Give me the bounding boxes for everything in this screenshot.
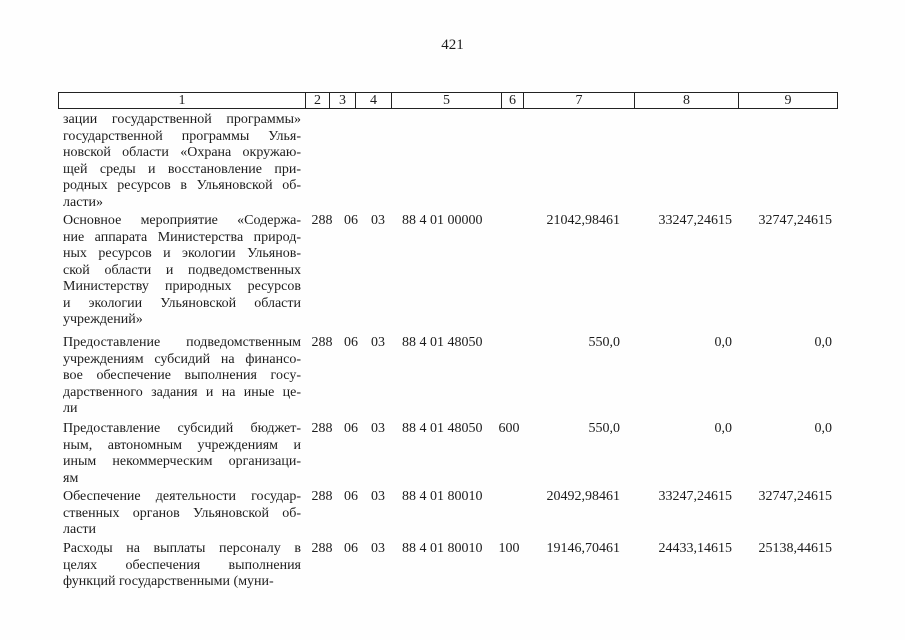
description-line: ственных органов Ульяновской об- [63, 505, 301, 521]
cell-col-2: 288 [311, 489, 333, 504]
page-number: 421 [441, 37, 464, 53]
cell-col-4: 03 [371, 541, 385, 556]
cell-col-6: 600 [498, 421, 520, 436]
header-col-3: 3 [329, 93, 355, 108]
description-line: дарственного задания и на иные це- [63, 384, 301, 400]
cell-col-7: 550,0 [588, 421, 620, 436]
description-line: Расходы на выплаты персоналу в [63, 541, 301, 556]
cell-col-5: 88 4 01 00000 [402, 213, 483, 228]
cell-col-7: 550,0 [588, 335, 620, 350]
description-line: новской области «Охрана окружаю- [63, 145, 301, 160]
description-line: Обеспечение деятельности государ- [63, 489, 301, 504]
header-col-8: 8 [634, 93, 738, 108]
cell-col-2: 288 [311, 541, 333, 556]
table-header [58, 92, 838, 109]
cell-col-5: 88 4 01 80010 [402, 541, 483, 556]
row-description [63, 541, 301, 591]
cell-col-7: 19146,70461 [546, 541, 620, 556]
description-line: ской области и подведомственных [63, 262, 301, 278]
header-col-5: 5 [391, 93, 501, 108]
row-description [63, 213, 301, 329]
cell-col-8: 33247,24615 [658, 489, 732, 504]
description-line: Предоставление подведомственным [63, 335, 301, 350]
description-line: ных ресурсов и экологии Ульянов- [63, 246, 301, 261]
row-description [63, 421, 301, 487]
header-col-6: 6 [501, 93, 523, 108]
cell-col-5: 88 4 01 80010 [402, 489, 483, 504]
cell-col-7: 21042,98461 [546, 213, 620, 228]
header-col-2: 2 [305, 93, 329, 108]
cell-col-3: 06 [344, 489, 358, 504]
row-description [63, 112, 301, 211]
description-line: и экологии Ульяновской области [63, 295, 301, 311]
cell-col-9: 0,0 [814, 335, 832, 350]
cell-col-2: 288 [311, 421, 333, 436]
cell-col-9: 32747,24615 [758, 213, 832, 228]
header-col-4: 4 [355, 93, 391, 108]
cell-col-3: 06 [344, 421, 358, 436]
header-col-7: 7 [523, 93, 634, 108]
header-col-9: 9 [738, 93, 837, 108]
cell-col-9: 32747,24615 [758, 489, 832, 504]
header-col-1: 1 [178, 93, 186, 108]
description-line: ласти» [63, 194, 104, 210]
cell-col-8: 0,0 [714, 421, 732, 436]
description-line: учреждениям субсидий на финансо- [63, 351, 301, 367]
description-line: ласти [63, 522, 97, 537]
description-line: ям [63, 470, 79, 486]
cell-col-6: 100 [498, 541, 520, 556]
cell-col-3: 06 [344, 213, 358, 228]
description-line: Министерству природных ресурсов [63, 279, 301, 294]
description-line: государственной программы Улья- [63, 128, 301, 144]
cell-col-5: 88 4 01 48050 [402, 421, 483, 436]
description-line: Предоставление субсидий бюджет- [63, 421, 301, 436]
description-line: учреждений» [63, 312, 143, 327]
description-line: щей среды и восстановление при- [63, 161, 301, 177]
cell-col-4: 03 [371, 489, 385, 504]
cell-col-9: 25138,44615 [758, 541, 832, 556]
description-line: ным, автономным учреждениям и [63, 437, 301, 453]
cell-col-3: 06 [344, 335, 358, 350]
cell-col-7: 20492,98461 [546, 489, 620, 504]
cell-col-4: 03 [371, 335, 385, 350]
description-line: ние аппарата Министерства природ- [63, 229, 301, 245]
description-line: родных ресурсов в Ульяновской об- [63, 178, 301, 193]
cell-col-2: 288 [311, 335, 333, 350]
description-line: целях обеспечения выполнения [63, 557, 301, 573]
cell-col-3: 06 [344, 541, 358, 556]
row-description [63, 489, 301, 539]
description-line: вое обеспечение выполнения госу- [63, 368, 301, 383]
cell-col-4: 03 [371, 421, 385, 436]
cell-col-5: 88 4 01 48050 [402, 335, 483, 350]
description-line: зации государственной программы» [63, 112, 301, 127]
row-description [63, 335, 301, 418]
description-line: иным некоммерческим организаци- [63, 454, 301, 469]
cell-col-4: 03 [371, 213, 385, 228]
description-line: функций государственными (муни- [63, 574, 274, 589]
cell-col-8: 24433,14615 [658, 541, 732, 556]
description-line: Основное мероприятие «Содержа- [63, 213, 301, 228]
cell-col-9: 0,0 [814, 421, 832, 436]
cell-col-2: 288 [311, 213, 333, 228]
cell-col-8: 0,0 [714, 335, 732, 350]
description-line: ли [63, 401, 78, 416]
cell-col-8: 33247,24615 [658, 213, 732, 228]
